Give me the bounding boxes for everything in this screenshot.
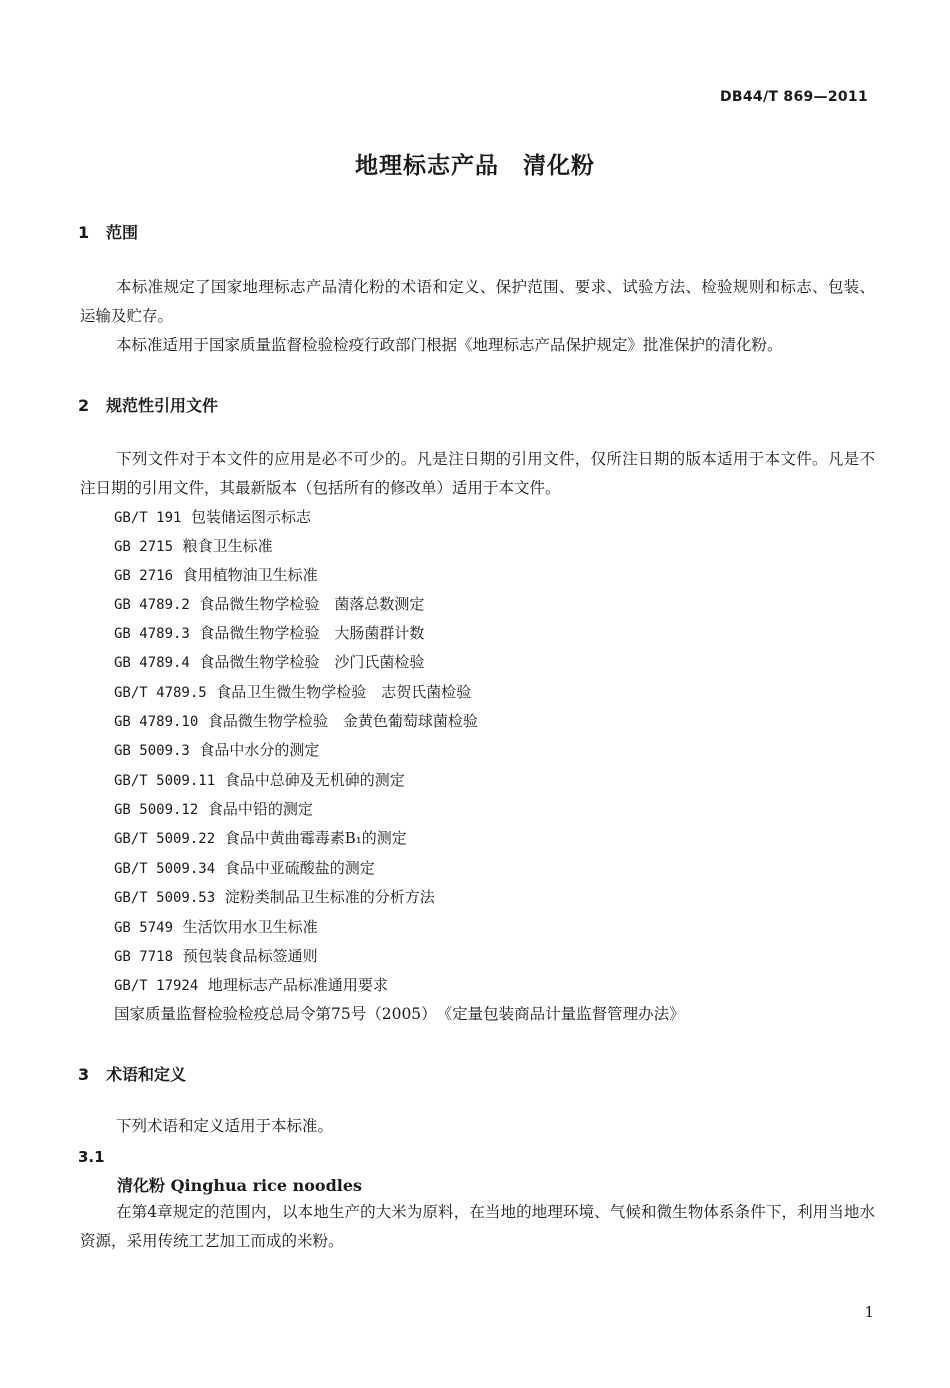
section-number: 2 <box>78 396 90 415</box>
section-heading-terms <box>78 1062 186 1085</box>
scope-applicability-paragraph: 本标准适用于国家质量监督检验检疫行政部门根据《地理标志产品保护规定》批准保护的清化粉。 <box>116 336 783 354</box>
reference-item: GB/T 191 包装储运图示标志 <box>114 508 311 526</box>
reference-item: GB 4789.10 食品微生物学检验 金黄色葡萄球菌检验 <box>114 712 478 730</box>
reference-item: GB/T 5009.11 食品中总砷及无机砷的测定 <box>114 771 405 789</box>
reference-item: GB 5009.3 食品中水分的测定 <box>114 741 320 759</box>
reference-item: GB 4789.2 食品微生物学检验 菌落总数测定 <box>114 595 425 613</box>
section-number: 1 <box>78 223 90 242</box>
section-heading-scope <box>78 220 138 243</box>
section-title: 范围 <box>106 223 139 242</box>
reference-item: GB 2715 粮食卫生标准 <box>114 537 273 555</box>
page-number: 1 <box>864 1303 874 1321</box>
section-title: 规范性引用文件 <box>106 396 219 415</box>
terms-intro-paragraph: 下列术语和定义适用于本标准。 <box>116 1117 334 1135</box>
reference-item: GB 5749 生活饮用水卫生标准 <box>114 918 318 936</box>
term-definition-paragraph: 在第4章规定的范围内，以本地生产的大米为原料，在当地的地理环境、气候和微生物体系条件下，利用当地水资源，采用传统工艺加工而成的米粉。 <box>80 1203 875 1250</box>
references-intro-paragraph: 下列文件对于本文件的应用是必不可少的。凡是注日期的引用文件，仅所注日期的版本适用于本文件。凡是不注日期的引用文件，其最新版本（包括所有的修改单）适用于本文件。 <box>80 450 875 497</box>
section-heading-normative-references <box>78 393 218 416</box>
reference-item: GB 7718 预包装食品标签通则 <box>114 947 318 965</box>
reference-item: GB 5009.12 食品中铅的测定 <box>114 800 313 818</box>
reference-item: GB/T 5009.34 食品中亚硫酸盐的测定 <box>114 859 375 877</box>
reference-item: GB/T 5009.53 淀粉类制品卫生标准的分析方法 <box>114 888 435 906</box>
term-heading: 清化粉 Qinghua rice noodles <box>117 1176 363 1195</box>
section-title: 术语和定义 <box>106 1065 187 1084</box>
document-code: DB44/T 869—2011 <box>720 89 868 105</box>
reference-item: GB/T 17924 地理标志产品标准通用要求 <box>114 976 388 994</box>
reference-item: GB 4789.3 食品微生物学检验 大肠菌群计数 <box>114 624 425 642</box>
page-title: 地理标志产品 清化粉 <box>355 153 595 179</box>
scope-paragraph: 本标准规定了国家地理标志产品清化粉的术语和定义、保护范围、要求、试验方法、检验规则和标志、包装、运输及贮存。 <box>80 278 875 325</box>
section-number: 3 <box>78 1065 90 1084</box>
reference-item: GB 2716 食用植物油卫生标准 <box>114 566 318 584</box>
subsection-number: 3.1 <box>78 1148 105 1166</box>
reference-item: GB/T 4789.5 食品卫生微生物学检验 志贺氏菌检验 <box>114 683 472 701</box>
decree-reference: 国家质量监督检验检疫总局令第75号（2005） 《定量包装商品计量监督管理办法》 <box>114 1005 685 1023</box>
reference-item: GB/T 5009.22 食品中黄曲霉毒素B₁的测定 <box>114 829 407 847</box>
reference-item: GB 4789.4 食品微生物学检验 沙门氏菌检验 <box>114 653 425 671</box>
